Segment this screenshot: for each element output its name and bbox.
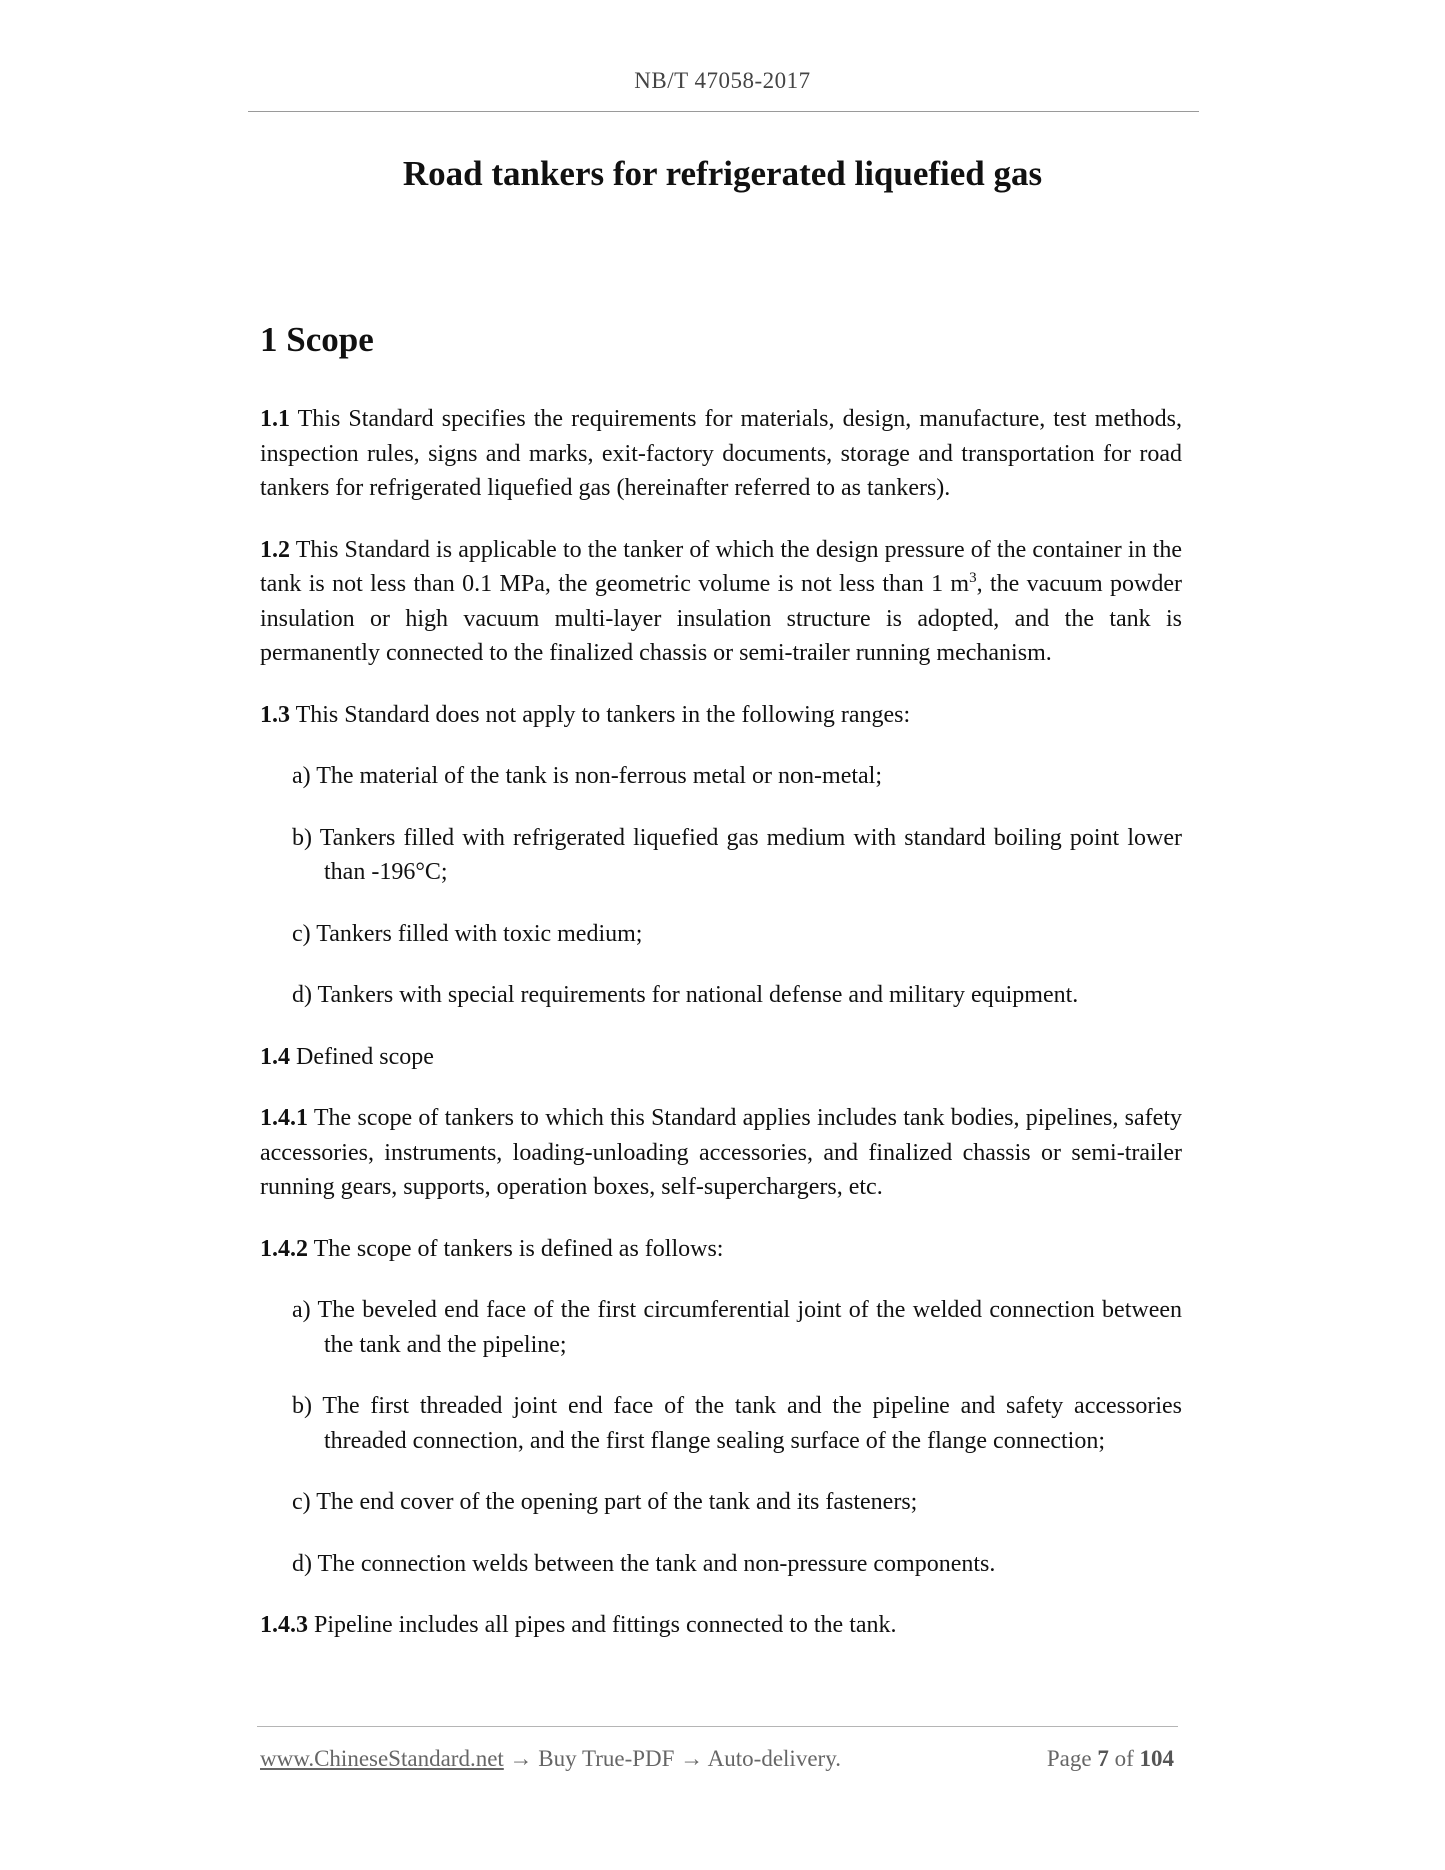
clause-text: This Standard is applicable to the tanker of which the design pressure of the container in the tank is not less than 0.1 MPa, the geometric volume is not less than 1 m (260, 536, 1182, 597)
clause-text: The scope of tankers is defined as follows: (313, 1235, 724, 1262)
standard-id-header: NB/T 47058-2017 (634, 68, 811, 93)
buy-true-pdf-text: Buy True-PDF (538, 1746, 675, 1771)
clause-1-4-3 (260, 1608, 1182, 1643)
clause-text: The scope of tankers to which this Standard applies includes tank bodies, pipelines, safety accessories, instruments, loading-unloading accessories, and finalized chassis or semi-trailer running gears, supports, operation boxes, self-superchargers, etc. (260, 1105, 1182, 1200)
clause-text: This Standard specifies the requirements for materials, design, manufacture, test methods, inspection rules, signs and marks, exit-factory documents, storage and transportation for road tankers for refrigerated liquefied gas (hereinafter referred to as tankers). (260, 406, 1182, 501)
list-item: b) The first threaded joint end face of the tank and the pipeline and safety accessories threaded connection, and the first flange sealing surface of the flange connection; (292, 1393, 1182, 1454)
footer-promo (260, 1746, 841, 1772)
page-number (1047, 1746, 1174, 1772)
clause-number: 1.4.3 (260, 1612, 308, 1638)
clause-1-2 (260, 533, 1182, 671)
arrow-right-icon: → (680, 1746, 704, 1771)
list-item: a) The beveled end face of the first circumferential joint of the welded connection between the tank and the pipeline; (292, 1297, 1182, 1358)
clause-1-3 (260, 698, 1182, 733)
clause-number: 1.4.2 (260, 1235, 308, 1262)
clause-number: 1.1 (260, 406, 290, 432)
list-item: c) Tankers filled with toxic medium; (292, 920, 643, 947)
footer-divider (257, 1726, 1178, 1727)
clause-number: 1.3 (260, 701, 290, 728)
list-item: d) The connection welds between the tank and non-pressure components. (292, 1550, 996, 1577)
clause-text: Pipeline includes all pipes and fittings connected to the tank. (314, 1612, 897, 1638)
total-pages: 104 (1139, 1746, 1174, 1771)
document-body (260, 402, 1182, 1670)
clause-number: 1.4 (260, 1043, 290, 1070)
header-divider (248, 111, 1199, 112)
clause-1-4-1 (260, 1101, 1182, 1205)
superscript: 3 (969, 570, 977, 586)
clause-1-1 (260, 402, 1182, 506)
clause-text-continued: , the vacuum powder insulation or high vacuum multi-layer insulation structure is adopted, and the tank is permanently connected to the finalized chassis or semi-trailer running mechanism. (260, 571, 1182, 666)
clause-text: This Standard does not apply to tankers in the following ranges: (295, 701, 911, 728)
auto-delivery-text: Auto-delivery. (707, 1746, 841, 1771)
document-title: Road tankers for refrigerated liquefied gas (402, 154, 1043, 193)
list-item: b) Tankers filled with refrigerated liquefied gas medium with standard boiling point lower than -196°C; (292, 824, 1182, 885)
of-label: of (1114, 1746, 1134, 1771)
clause-1-4-2 (260, 1232, 1182, 1267)
list-item: d) Tankers with special requirements for national defense and military equipment. (292, 982, 1079, 1008)
current-page: 7 (1097, 1746, 1109, 1771)
clause-1-4 (260, 1040, 1182, 1075)
website-link[interactable]: www.ChineseStandard.net (260, 1746, 504, 1771)
clause-text: Defined scope (296, 1043, 434, 1070)
arrow-right-icon: → (509, 1746, 533, 1771)
clause-number: 1.2 (260, 536, 290, 563)
page-label: Page (1046, 1746, 1092, 1771)
section-heading-scope: 1 Scope (260, 320, 374, 359)
list-item: c) The end cover of the opening part of the tank and its fasteners; (292, 1489, 918, 1515)
clause-number: 1.4.1 (260, 1105, 308, 1131)
list-item: a) The material of the tank is non-ferrous metal or non-metal; (292, 763, 883, 789)
